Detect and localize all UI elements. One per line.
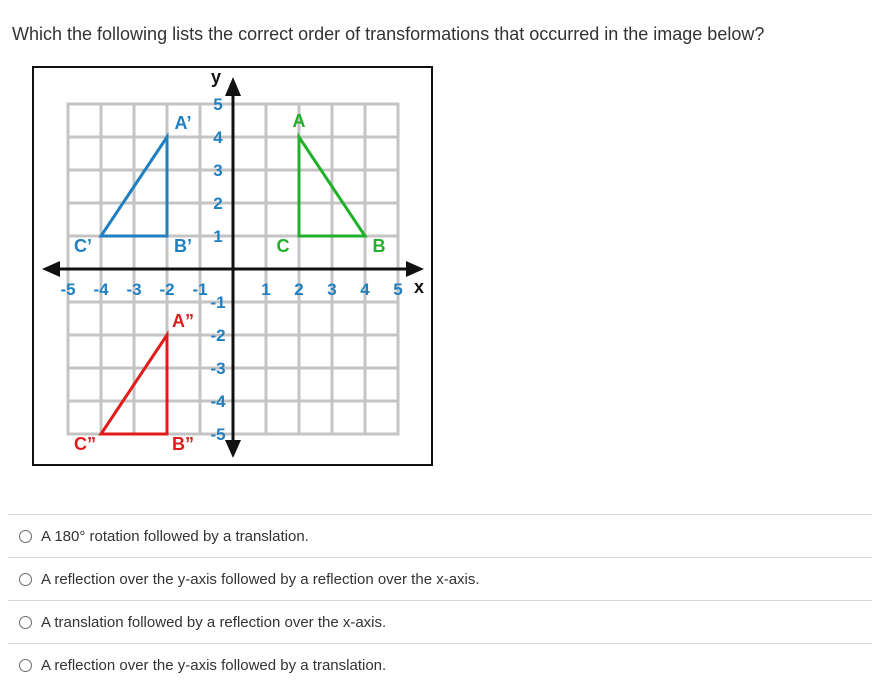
y-tick-label: -3 (210, 359, 226, 378)
radio-button[interactable] (19, 573, 32, 586)
vertex-label: A” (172, 311, 194, 331)
x-tick-label: -2 (159, 280, 175, 299)
y-axis-label: y (211, 67, 222, 87)
graph-svg (32, 66, 434, 468)
vertex-label: C” (74, 434, 96, 454)
answer-label: A translation followed by a reflection over the x-axis. (41, 613, 387, 631)
y-tick-label: 1 (213, 227, 223, 246)
y-tick-label: -4 (210, 392, 226, 411)
y-tick-label: 5 (213, 95, 223, 114)
x-axis-label: x (414, 277, 425, 297)
answer-option-2[interactable] (8, 557, 872, 600)
answer-label: A reflection over the y-axis followed by a reflection over the x-axis. (41, 570, 480, 588)
radio-button[interactable] (19, 530, 32, 543)
vertex-label: A’ (174, 113, 192, 133)
answer-option-4[interactable] (8, 643, 872, 686)
x-tick-label: 1 (261, 280, 271, 299)
radio-button[interactable] (19, 616, 32, 629)
vertex-label: B (372, 236, 386, 256)
x-tick-label: 5 (393, 280, 403, 299)
x-tick-label: -5 (60, 280, 76, 299)
x-tick-label: 4 (360, 280, 370, 299)
answer-label: A reflection over the y-axis followed by a translation. (41, 656, 387, 674)
answer-label: A 180° rotation followed by a translation. (41, 527, 309, 545)
y-tick-label: 2 (213, 194, 223, 213)
answer-option-1[interactable] (8, 514, 872, 557)
x-tick-label: -1 (192, 280, 208, 299)
vertex-label: B’ (174, 236, 192, 256)
answer-list (8, 514, 872, 686)
vertex-label: B” (172, 434, 194, 454)
coordinate-graph (32, 66, 434, 473)
question-text: Which the following lists the correct order of transformations that occurred in the image below? (12, 24, 765, 44)
x-tick-label: -3 (126, 280, 142, 299)
vertex-label: A (292, 111, 306, 131)
y-tick-label: -2 (210, 326, 226, 345)
radio-button[interactable] (19, 659, 32, 672)
y-tick-label: 4 (213, 128, 223, 147)
vertex-label: C’ (74, 236, 92, 256)
answer-option-3[interactable] (8, 600, 872, 643)
vertex-label: C (276, 236, 290, 256)
y-tick-label: -1 (210, 293, 226, 312)
y-tick-label: 3 (213, 161, 223, 180)
y-tick-label: -5 (210, 425, 226, 444)
x-tick-label: 3 (327, 280, 337, 299)
x-tick-label: 2 (294, 280, 304, 299)
x-tick-label: -4 (93, 280, 109, 299)
